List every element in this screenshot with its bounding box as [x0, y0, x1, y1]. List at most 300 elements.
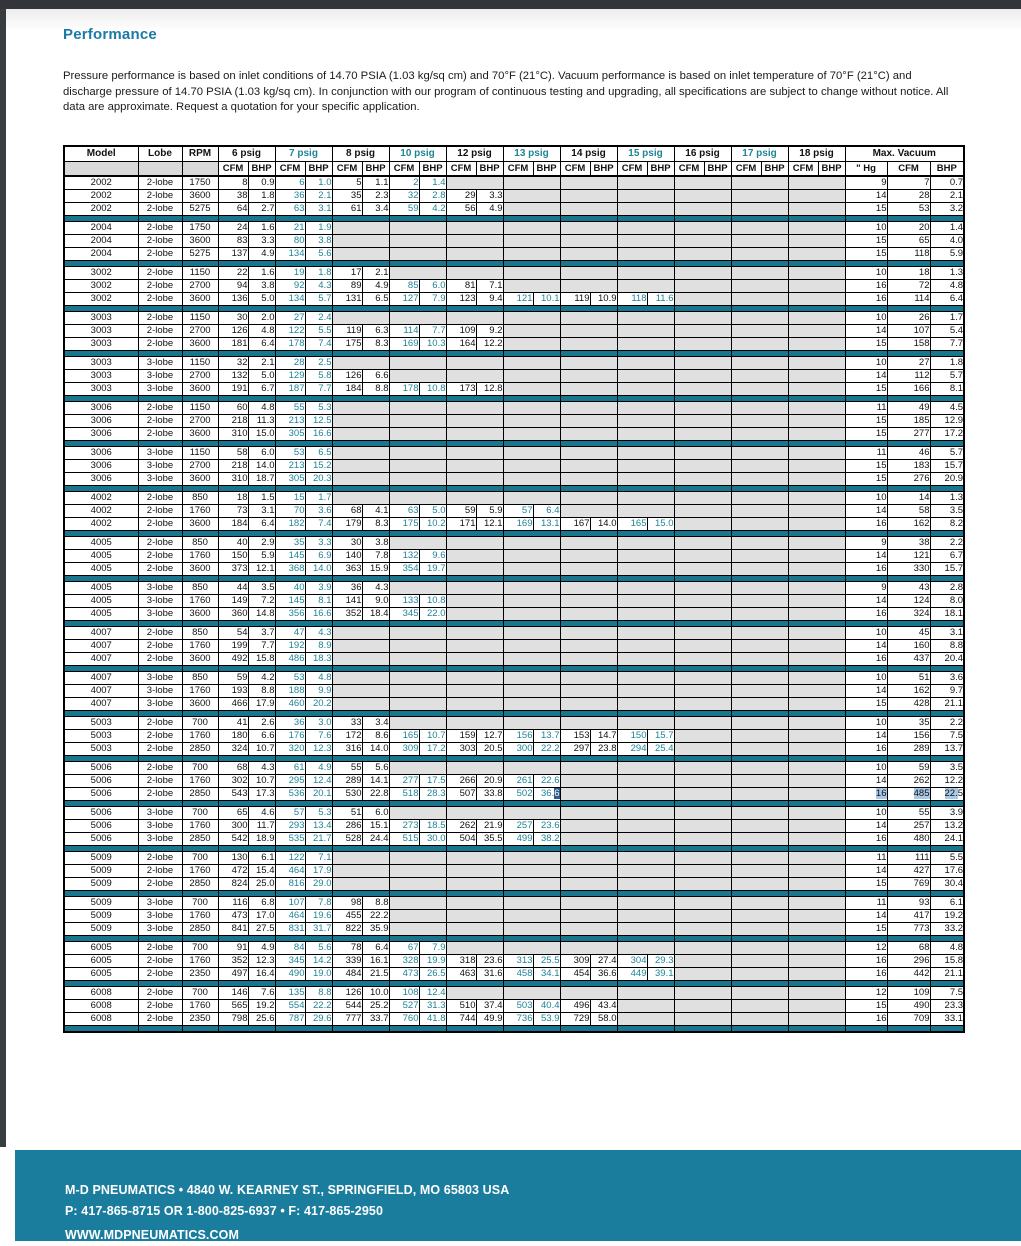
lobe-cell: 2-lobe	[138, 266, 182, 279]
cfm-cell: 368	[275, 562, 305, 575]
empty-cell	[332, 427, 389, 440]
sub-header-bhp: BHP	[476, 161, 503, 176]
empty-cell	[389, 909, 446, 922]
bhp-cell: 25.5	[533, 954, 560, 967]
vac-cfm-cell: 114	[887, 292, 930, 305]
empty-cell	[731, 761, 788, 774]
cfm-cell: 119	[332, 324, 362, 337]
empty-cell	[446, 941, 503, 954]
bhp-cell: 7.8	[362, 549, 389, 562]
empty-cell	[731, 909, 788, 922]
empty-cell	[446, 909, 503, 922]
empty-cell	[389, 369, 446, 382]
rpm-cell: 2350	[182, 1012, 218, 1025]
sub-header-cfm: CFM	[674, 161, 704, 176]
model-cell: 3006	[64, 459, 138, 472]
footer-band	[15, 1150, 1021, 1241]
sub-header-cfm: CFM	[446, 161, 476, 176]
empty-cell	[617, 607, 674, 620]
cfm-cell: 167	[560, 517, 590, 530]
rpm-cell: 1760	[182, 774, 218, 787]
bhp-cell: 4.9	[476, 202, 503, 215]
empty-cell	[731, 819, 788, 832]
model-cell: 3002	[64, 279, 138, 292]
vac-cfm-cell: 14	[887, 491, 930, 504]
vac-hg-cell: 14	[845, 684, 887, 697]
sub-header-bhp: BHP	[704, 161, 731, 176]
empty-cell	[731, 684, 788, 697]
empty-cell	[332, 671, 389, 684]
empty-cell	[674, 414, 731, 427]
cfm-cell: 199	[218, 639, 248, 652]
rpm-cell: 1150	[182, 266, 218, 279]
cfm-cell: 145	[275, 549, 305, 562]
bhp-cell: 2.8	[419, 189, 446, 202]
bhp-cell: 16.6	[305, 427, 332, 440]
cfm-cell: 137	[218, 247, 248, 260]
empty-cell	[617, 716, 674, 729]
empty-cell	[332, 652, 389, 665]
empty-cell	[503, 337, 560, 350]
vac-cfm-cell: 53	[887, 202, 930, 215]
cfm-cell: 53	[275, 446, 305, 459]
lobe-cell: 3-lobe	[138, 356, 182, 369]
empty-cell	[674, 761, 731, 774]
cfm-cell: 30	[218, 311, 248, 324]
empty-cell	[503, 909, 560, 922]
model-cell: 3002	[64, 266, 138, 279]
cfm-cell: 257	[503, 819, 533, 832]
vac-bhp-cell: 4.5	[930, 401, 964, 414]
rpm-cell: 850	[182, 581, 218, 594]
bhp-cell: 6.5	[305, 446, 332, 459]
band-segment	[182, 1025, 218, 1032]
empty-cell	[332, 639, 389, 652]
lobe-cell: 3-lobe	[138, 922, 182, 935]
rpm-cell: 3600	[182, 562, 218, 575]
vac-cfm-cell: 709	[887, 1012, 930, 1025]
empty-cell	[389, 877, 446, 890]
bhp-cell: 1.6	[248, 266, 275, 279]
empty-cell	[446, 369, 503, 382]
cfm-cell: 345	[275, 954, 305, 967]
bhp-cell: 5.9	[248, 549, 275, 562]
cfm-cell: 119	[560, 292, 590, 305]
bhp-cell: 18.4	[362, 607, 389, 620]
lobe-cell: 2-lobe	[138, 549, 182, 562]
bhp-cell: 36.6	[590, 967, 617, 980]
cfm-cell: 57	[503, 504, 533, 517]
bhp-cell: 22.6	[533, 774, 560, 787]
empty-cell	[674, 504, 731, 517]
cfm-cell: 129	[275, 369, 305, 382]
cfm-cell: 473	[389, 967, 419, 980]
empty-cell	[560, 234, 617, 247]
bhp-cell: 10.8	[419, 382, 446, 395]
cfm-cell: 132	[389, 549, 419, 562]
vac-cfm-cell: 35	[887, 716, 930, 729]
vac-cfm-cell: 26	[887, 311, 930, 324]
empty-cell	[731, 221, 788, 234]
empty-cell	[674, 266, 731, 279]
cfm-cell: 54	[218, 626, 248, 639]
bhp-cell: 12.8	[476, 382, 503, 395]
empty-cell	[674, 896, 731, 909]
vac-bhp-cell: 9.7	[930, 684, 964, 697]
band-segment	[731, 1025, 788, 1032]
cfm-cell: 123	[446, 292, 476, 305]
empty-cell	[731, 729, 788, 742]
bhp-cell: 5.9	[476, 504, 503, 517]
bhp-cell: 22.0	[419, 607, 446, 620]
vac-hg-cell: 14	[845, 864, 887, 877]
viewer-left-edge	[0, 9, 6, 1147]
empty-cell	[617, 356, 674, 369]
bhp-cell: 7.6	[248, 986, 275, 999]
model-cell: 5003	[64, 742, 138, 755]
empty-cell	[788, 729, 845, 742]
empty-cell	[503, 562, 560, 575]
cfm-cell: 310	[218, 472, 248, 485]
empty-cell	[788, 427, 845, 440]
rpm-cell: 700	[182, 806, 218, 819]
rpm-cell: 1750	[182, 176, 218, 190]
bhp-cell: 1.0	[305, 176, 332, 190]
cfm-cell: 466	[218, 697, 248, 710]
bhp-cell: 26.5	[419, 967, 446, 980]
model-cell: 4005	[64, 594, 138, 607]
lobe-cell: 3-lobe	[138, 369, 182, 382]
empty-cell	[617, 176, 674, 190]
bhp-cell: 35.9	[362, 922, 389, 935]
cfm-cell: 777	[332, 1012, 362, 1025]
empty-cell	[731, 851, 788, 864]
cfm-cell: 116	[218, 896, 248, 909]
bhp-cell: 5.3	[305, 806, 332, 819]
cfm-cell: 67	[389, 941, 419, 954]
vac-hg-cell: 14	[845, 369, 887, 382]
vac-hg-cell: 14	[845, 324, 887, 337]
empty-cell	[731, 459, 788, 472]
vac-hg-cell: 16	[845, 954, 887, 967]
empty-cell	[731, 986, 788, 999]
cfm-cell: 159	[446, 729, 476, 742]
footer-address: M-D PNEUMATICS • 4840 W. KEARNEY ST., SPRINGFIELD, MO 65803 USA	[65, 1183, 510, 1197]
empty-cell	[674, 671, 731, 684]
cfm-cell: 518	[389, 787, 419, 800]
empty-cell	[560, 549, 617, 562]
bhp-cell: 2.0	[248, 311, 275, 324]
bhp-cell: 6.6	[248, 729, 275, 742]
performance-table	[63, 145, 965, 1033]
bhp-cell: 34.1	[533, 967, 560, 980]
vac-bhp-cell: 13.2	[930, 819, 964, 832]
cfm-cell: 504	[446, 832, 476, 845]
cfm-cell: 35	[275, 536, 305, 549]
bhp-cell: 2.1	[305, 189, 332, 202]
cfm-cell: 65	[218, 806, 248, 819]
band-segment	[218, 1025, 275, 1032]
cfm-cell: 68	[332, 504, 362, 517]
viewer-top-bar	[0, 0, 1021, 9]
model-cell: 2004	[64, 234, 138, 247]
cfm-cell: 63	[389, 504, 419, 517]
vac-cfm-cell: 55	[887, 806, 930, 819]
vac-bhp-cell: 15.8	[930, 954, 964, 967]
empty-cell	[503, 459, 560, 472]
vac-cfm-cell: 49	[887, 401, 930, 414]
empty-cell	[731, 697, 788, 710]
vac-hg-cell: 14	[845, 909, 887, 922]
vac-bhp-cell: 15.7	[930, 459, 964, 472]
empty-cell	[446, 806, 503, 819]
cfm-cell: 510	[446, 999, 476, 1012]
sub-header-bhp: BHP	[248, 161, 275, 176]
cfm-cell: 140	[332, 549, 362, 562]
empty-cell	[617, 761, 674, 774]
cfm-cell: 507	[446, 787, 476, 800]
cfm-cell: 132	[218, 369, 248, 382]
empty-cell	[560, 536, 617, 549]
bhp-cell: 14.0	[590, 517, 617, 530]
bhp-cell: 28.3	[419, 787, 446, 800]
model-cell: 5006	[64, 832, 138, 845]
rpm-cell: 1760	[182, 549, 218, 562]
bhp-cell: 4.8	[305, 671, 332, 684]
lobe-cell: 2-lobe	[138, 851, 182, 864]
bhp-cell: 5.6	[305, 247, 332, 260]
bhp-cell: 20.3	[305, 472, 332, 485]
cfm-cell: 484	[332, 967, 362, 980]
model-cell: 5009	[64, 851, 138, 864]
bhp-cell: 23.8	[590, 742, 617, 755]
bhp-cell: 18.3	[305, 652, 332, 665]
bhp-cell: 19.7	[419, 562, 446, 575]
cfm-cell: 184	[332, 382, 362, 395]
empty-cell	[617, 941, 674, 954]
model-cell: 2004	[64, 221, 138, 234]
cfm-cell: 490	[275, 967, 305, 980]
cfm-cell: 175	[332, 337, 362, 350]
empty-cell	[617, 504, 674, 517]
empty-cell	[446, 851, 503, 864]
empty-cell	[503, 806, 560, 819]
cfm-cell: 277	[389, 774, 419, 787]
bhp-cell: 27.5	[248, 922, 275, 935]
cfm-cell: 156	[503, 729, 533, 742]
cfm-cell: 449	[617, 967, 647, 980]
empty-cell	[617, 639, 674, 652]
empty-cell	[560, 247, 617, 260]
cfm-cell: 373	[218, 562, 248, 575]
bhp-cell: 1.4	[419, 176, 446, 190]
band-segment	[64, 1025, 138, 1032]
rpm-cell: 2850	[182, 787, 218, 800]
lobe-cell: 3-lobe	[138, 684, 182, 697]
empty-cell	[617, 202, 674, 215]
empty-cell	[389, 896, 446, 909]
lobe-cell: 2-lobe	[138, 652, 182, 665]
empty-cell	[788, 234, 845, 247]
vac-bhp-cell: 15.7	[930, 562, 964, 575]
cfm-cell: 502	[503, 787, 533, 800]
footer-phone: P: 417-865-8715 OR 1-800-825-6937 • F: 417-865-2950	[65, 1204, 384, 1218]
cfm-cell: 32	[218, 356, 248, 369]
cfm-cell: 193	[218, 684, 248, 697]
cfm-cell: 15	[275, 491, 305, 504]
bhp-cell: 2.5	[305, 356, 332, 369]
empty-cell	[446, 877, 503, 890]
bhp-cell: 22.8	[362, 787, 389, 800]
rpm-cell: 2700	[182, 369, 218, 382]
empty-cell	[674, 729, 731, 742]
lobe-cell: 2-lobe	[138, 247, 182, 260]
vac-cfm-cell: 185	[887, 414, 930, 427]
lobe-cell: 2-lobe	[138, 774, 182, 787]
cfm-cell: 5	[332, 176, 362, 190]
empty-cell	[674, 787, 731, 800]
empty-cell	[446, 626, 503, 639]
bhp-cell: 4.6	[248, 806, 275, 819]
lobe-cell: 3-lobe	[138, 909, 182, 922]
empty-cell	[674, 626, 731, 639]
lobe-cell: 3-lobe	[138, 472, 182, 485]
cfm-cell: 542	[218, 832, 248, 845]
bhp-cell: 8.8	[305, 986, 332, 999]
bhp-cell: 17.5	[419, 774, 446, 787]
bhp-cell: 12.1	[476, 517, 503, 530]
empty-cell	[788, 594, 845, 607]
cfm-cell: 464	[275, 864, 305, 877]
vac-cfm-cell: 183	[887, 459, 930, 472]
empty-cell	[788, 176, 845, 190]
empty-cell	[560, 189, 617, 202]
bhp-cell: 7.1	[476, 279, 503, 292]
empty-cell	[332, 864, 389, 877]
cfm-cell: 134	[275, 292, 305, 305]
cfm-cell: 8	[218, 176, 248, 190]
sub-header-cfm: CFM	[389, 161, 419, 176]
bhp-cell: 25.6	[248, 1012, 275, 1025]
bhp-cell: 1.1	[362, 176, 389, 190]
cfm-cell: 47	[275, 626, 305, 639]
empty-cell	[332, 247, 389, 260]
bhp-cell: 11.6	[647, 292, 674, 305]
bhp-cell: 10.7	[248, 742, 275, 755]
empty-cell	[389, 716, 446, 729]
psig-header: 17 psig	[731, 146, 788, 162]
empty-cell	[503, 877, 560, 890]
empty-cell	[674, 221, 731, 234]
vac-hg-cell	[845, 787, 887, 800]
empty-cell	[788, 941, 845, 954]
empty-cell	[674, 247, 731, 260]
bhp-cell: 2.1	[248, 356, 275, 369]
lobe-cell: 2-lobe	[138, 401, 182, 414]
empty-cell	[617, 189, 674, 202]
model-cell: 3003	[64, 382, 138, 395]
bhp-cell: 12.4	[419, 986, 446, 999]
cfm-cell: 293	[275, 819, 305, 832]
empty-cell	[617, 684, 674, 697]
vac-cfm-cell: 18	[887, 266, 930, 279]
bhp-cell: 2.3	[362, 189, 389, 202]
cfm-cell: 145	[275, 594, 305, 607]
empty-cell	[788, 549, 845, 562]
empty-cell	[560, 472, 617, 485]
bhp-cell: 12.4	[305, 774, 332, 787]
cfm-cell: 352	[218, 954, 248, 967]
cfm-cell: 164	[446, 337, 476, 350]
vac-bhp-cell: 6.4	[930, 292, 964, 305]
cfm-cell: 305	[275, 472, 305, 485]
empty-cell	[560, 324, 617, 337]
cfm-cell: 53	[275, 671, 305, 684]
empty-cell	[731, 626, 788, 639]
empty-cell	[389, 851, 446, 864]
vac-hg-cell: 14	[845, 774, 887, 787]
cfm-cell: 464	[275, 909, 305, 922]
vac-bhp-cell: 1.3	[930, 266, 964, 279]
bhp-cell: 15.0	[248, 427, 275, 440]
empty-cell	[674, 1012, 731, 1025]
vac-hg-cell: 15	[845, 697, 887, 710]
vac-hg-cell: 15	[845, 234, 887, 247]
lobe-cell: 2-lobe	[138, 234, 182, 247]
cfm-cell: 543	[218, 787, 248, 800]
cfm-cell: 463	[446, 967, 476, 980]
band-segment	[560, 1025, 617, 1032]
bhp-cell: 27.4	[590, 954, 617, 967]
bhp-cell: 3.8	[305, 234, 332, 247]
cfm-cell: 40	[275, 581, 305, 594]
bhp-cell: 3.5	[248, 581, 275, 594]
vac-cfm-cell: 442	[887, 967, 930, 980]
bhp-cell: 38.2	[533, 832, 560, 845]
vac-cfm-cell: 162	[887, 517, 930, 530]
empty-cell	[617, 491, 674, 504]
empty-cell	[674, 337, 731, 350]
bhp-cell: 4.2	[248, 671, 275, 684]
empty-cell	[446, 922, 503, 935]
empty-cell	[674, 324, 731, 337]
cfm-cell: 172	[332, 729, 362, 742]
psig-header: 14 psig	[560, 146, 617, 162]
empty-cell	[332, 446, 389, 459]
lobe-cell: 2-lobe	[138, 517, 182, 530]
model-cell: 4007	[64, 652, 138, 665]
empty-cell	[674, 999, 731, 1012]
lobe-cell: 3-lobe	[138, 581, 182, 594]
vac-cfm-cell: 162	[887, 684, 930, 697]
empty-cell	[788, 697, 845, 710]
empty-cell	[788, 517, 845, 530]
sub-header-cfm: CFM	[332, 161, 362, 176]
empty-cell	[731, 671, 788, 684]
empty-cell	[560, 864, 617, 877]
cfm-cell: 59	[389, 202, 419, 215]
empty-cell	[560, 401, 617, 414]
cfm-cell: 94	[218, 279, 248, 292]
rpm-cell: 3600	[182, 234, 218, 247]
bhp-cell: 19.2	[248, 999, 275, 1012]
vac-hg-cell: 10	[845, 356, 887, 369]
cfm-cell: 472	[218, 864, 248, 877]
vac-bhp-cell: 22.5	[930, 787, 964, 800]
bhp-cell: 35.5	[476, 832, 503, 845]
bhp-cell: 10.7	[248, 774, 275, 787]
bhp-cell: 6.0	[419, 279, 446, 292]
